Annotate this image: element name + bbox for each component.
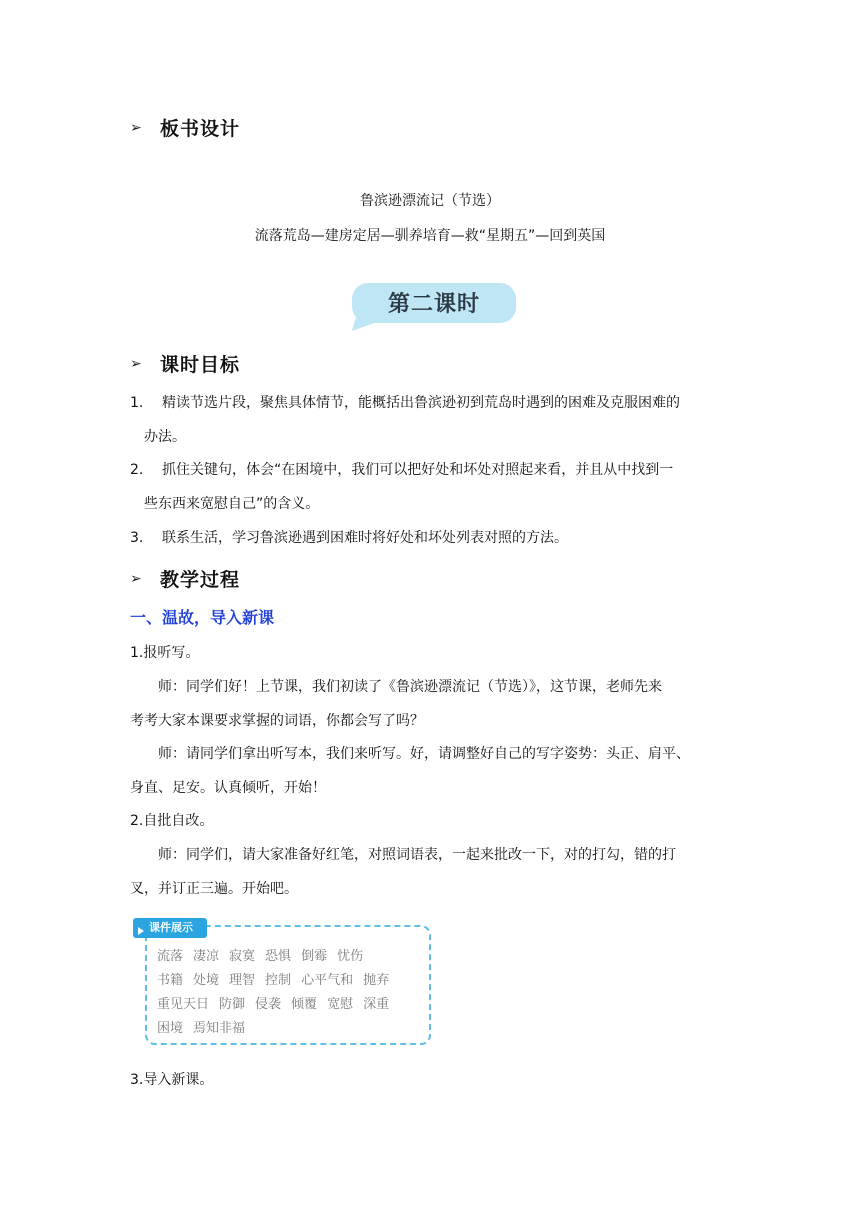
vocab-word: 重见天日 [157,997,210,1012]
vocab-word: 控制 [265,973,292,988]
goal-text: 精读节选片段，聚焦具体情节，能概括出鲁滨逊初到荒岛时遇到的困难及克服困难的 [162,395,680,411]
board-flow: 流落荒岛—建房定居—驯养培育—救“星期五”—回到英国 [254,228,606,244]
vocab-row [157,993,427,1017]
paragraph-line: 师：同学们好！上节课，我们初读了《鲁滨逊漂流记（节选）》，这节课，老师先来 [158,679,662,695]
step-1-label: 1.报听写。 [130,645,200,661]
bullet-arrow-icon: ➢ [130,570,142,587]
step-1-paragraph-2 [130,737,730,805]
vocab-word: 心平气和 [301,973,354,988]
vocabulary-list [157,945,427,1041]
vocab-word: 侵袭 [255,997,282,1012]
vocab-word: 焉知非福 [193,1021,246,1036]
play-triangle-icon [138,927,144,935]
section-title: 教学过程 [160,569,241,591]
vocab-word: 书籍 [157,973,184,988]
step-2-label: 2.自批自改。 [130,813,214,829]
section-title: 课时目标 [160,354,241,376]
paragraph-line: 身直、足安。认真倾听，开始！ [130,780,326,796]
goal-item-2 [130,453,730,521]
vocab-word: 宽慰 [327,997,354,1012]
step-1-paragraph-1 [130,670,730,738]
vocab-word: 凄凉 [193,949,220,964]
step-heading: 一、温故，导入新课 [130,608,275,627]
vocab-word: 寂寞 [229,949,256,964]
vocab-word: 流落 [157,949,184,964]
banner-label: 第二课时 [387,292,480,317]
goal-item-1 [130,386,730,454]
courseware-panel [133,915,435,1048]
vocab-word: 防御 [219,997,246,1012]
vocab-word: 处境 [193,973,220,988]
paragraph-line: 师：请同学们拿出听写本，我们来听写。好，请调整好自己的写字姿势：头正、肩平、 [158,746,690,762]
vocab-row [157,945,427,969]
section-heading-lesson-goals [130,350,240,377]
paragraph-line: 师：同学们，请大家准备好红笔，对照词语表，一起来批改一下，对的打勾，错的打 [158,847,676,863]
vocab-word: 抛弃 [363,973,390,988]
lesson-banner [350,281,518,333]
step-2-paragraph-1 [130,838,730,906]
vocab-word: 忧伤 [337,949,364,964]
goal-number: 2. [130,462,144,478]
vocab-word: 恐惧 [265,949,292,964]
vocab-word: 深重 [363,997,390,1012]
vocab-row [157,1017,427,1041]
bullet-arrow-icon: ➢ [130,119,142,136]
board-title: 鲁滨逊漂流记（节选） [360,193,500,209]
paragraph-line: 考考大家本课要求掌握的词语，你都会写了吗？ [130,713,424,729]
courseware-tag [133,918,207,938]
goal-number: 3. [130,530,144,546]
goal-text: 抓住关键句，体会“在困境中，我们可以把好处和坏处对照起来看，并且从中找到一 [162,462,674,478]
bullet-arrow-icon: ➢ [130,355,142,372]
goal-text-cont: 办法。 [144,429,186,445]
vocab-word: 倒霉 [301,949,328,964]
section-title: 板书设计 [160,118,241,140]
vocab-word: 理智 [229,973,256,988]
vocab-word: 倾覆 [291,997,318,1012]
goal-text-cont: 些东西来宽慰自己”的含义。 [144,496,320,512]
goal-text: 联系生活，学习鲁滨逊遇到困难时将好处和坏处列表对照的方法。 [162,530,568,546]
paragraph-line: 叉，并订正三遍。开始吧。 [130,881,298,897]
step-3-label: 3.导入新课。 [130,1072,214,1088]
vocab-row [157,969,427,993]
section-heading-teaching-process [130,565,240,592]
vocab-word: 困境 [157,1021,184,1036]
section-heading-board-design [130,114,240,141]
courseware-tag-label: 课件展示 [149,921,193,934]
goal-number: 1. [130,395,144,411]
goal-item-3 [130,521,730,555]
